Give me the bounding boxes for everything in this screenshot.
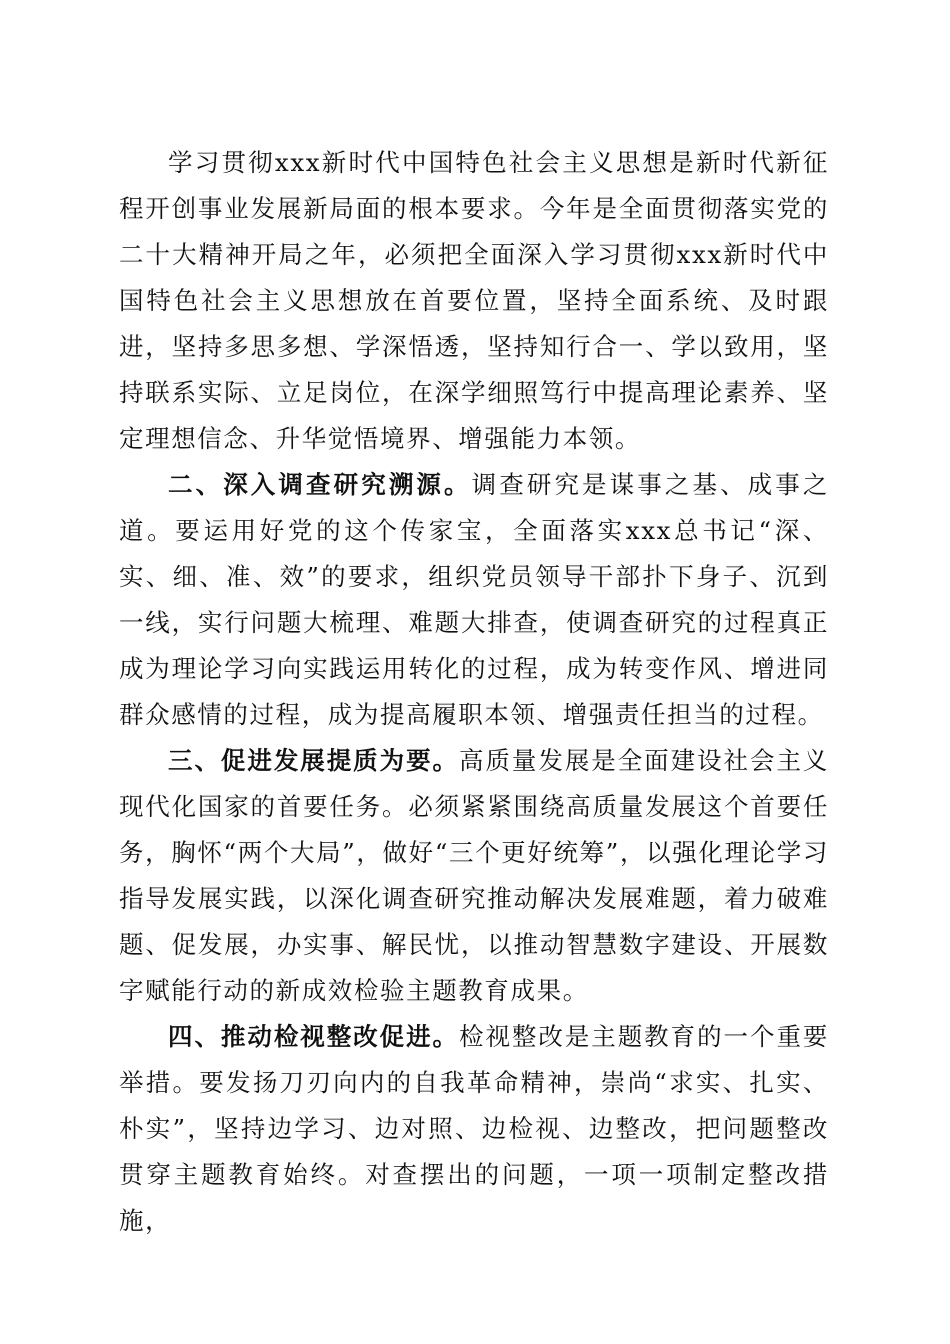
paragraph-text: 调查研究是谋事之基、成事之道。要运用好党的这个传家宝，全面落实xxx总书记“深、实、细、准、效”的要求，组织党员领导干部扑下身子、沉到一线，实行问题大梳理、难题大排查，使调查研究的过程真正成为理论学习向实践运用转化的过程，成为转变作风、增进同群众感情的过程，成为提高履职本领、增强责任担当的过程。	[119, 470, 829, 729]
document-body	[119, 140, 829, 1244]
paragraph-text: 高质量发展是全面建设社会主义现代化国家的首要任务。必须紧紧围绕高质量发展这个首要任务，胸怀“两个大局”，做好“三个更好统筹”，以强化理论学习指导发展实践，以深化调查研究推动解决发展难题，着力破难题、促发展，办实事、解民忧，以推动智慧数字建设、开展数字赋能行动的新成效检验主题教育成果。	[119, 746, 829, 1005]
paragraph-text: 检视整改是主题教育的一个重要举措。要发扬刀刃向内的自我革命精神，崇尚“求实、扎实、朴实”，坚持边学习、边对照、边检视、边整改，把问题整改贯穿主题教育始终。对查摆出的问题，一项一项制定整改措施，	[119, 1022, 829, 1235]
section-heading: 三、促进发展提质为要。	[168, 746, 459, 775]
paragraph-rectification	[119, 1014, 829, 1244]
paragraph-text: 学习贯彻xxx新时代中国特色社会主义思想是新时代新征程开创事业发展新局面的根本要求。今年是全面贯彻落实党的二十大精神开局之年，必须把全面深入学习贯彻xxx新时代中国特色社会主义思想放在首要位置，坚持全面系统、及时跟进，坚持多思多想、学深悟透，坚持知行合一、学以致用，坚持联系实际、立足岗位，在深学细照笃行中提高理论素养、坚定理想信念、升华觉悟境界、增强能力本领。	[119, 148, 829, 453]
section-heading: 四、推动检视整改促进。	[168, 1022, 459, 1051]
paragraph-study-thought	[119, 140, 829, 462]
paragraph-investigation	[119, 462, 829, 738]
paragraph-development	[119, 738, 829, 1014]
section-heading: 二、深入调查研究溯源。	[168, 470, 472, 499]
